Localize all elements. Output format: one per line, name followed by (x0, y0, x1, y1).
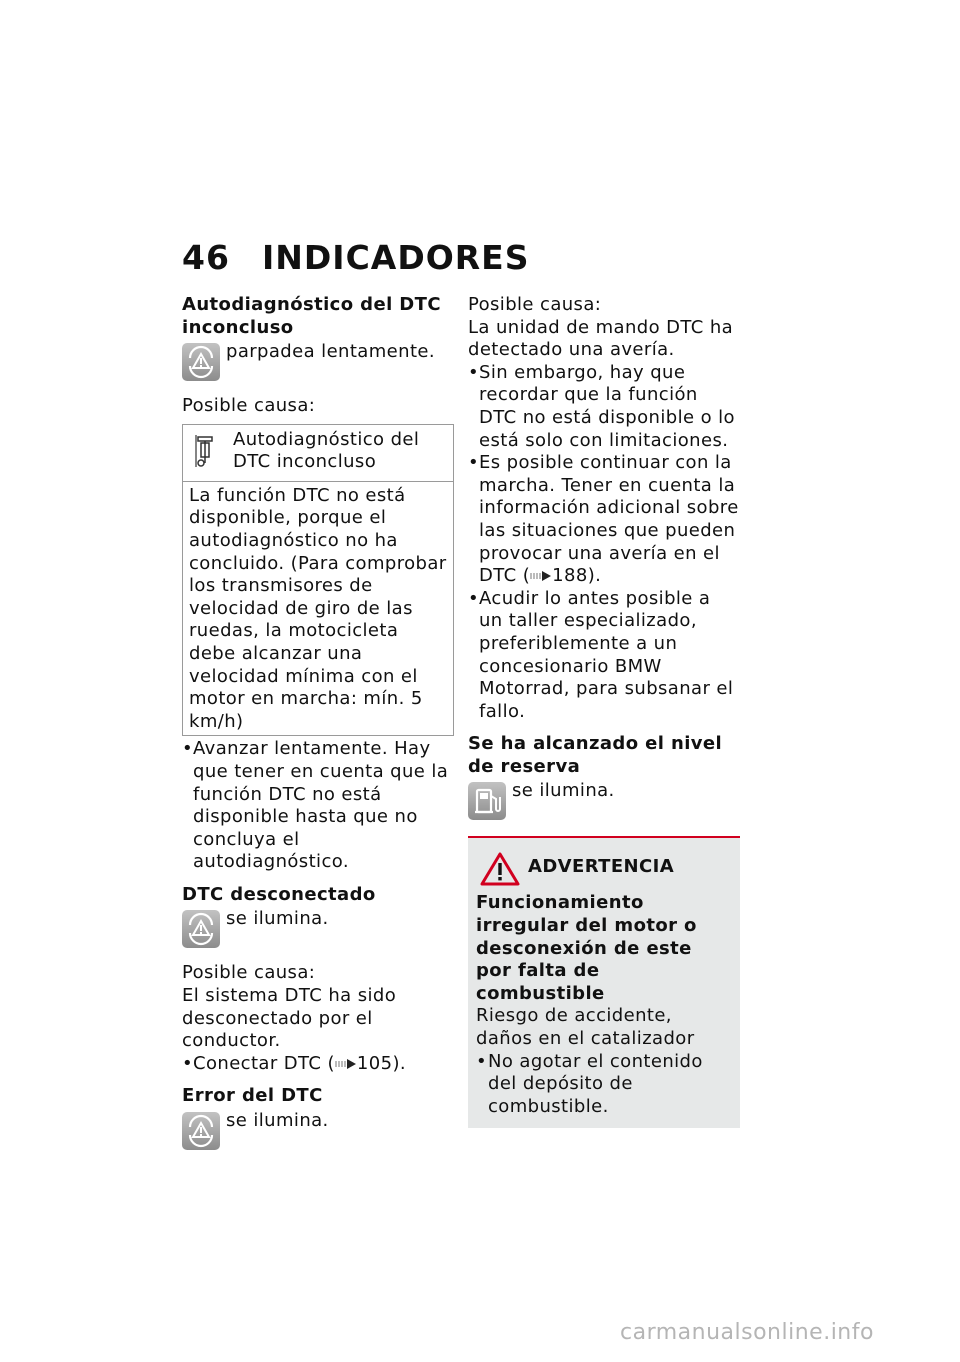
page-reference[interactable]: 105 (356, 1052, 393, 1074)
section-heading-dtc-inconclusive: Autodiagnóstico del DTC inconcluso (182, 294, 441, 338)
list-item: • Sin embargo, hay que recordar que la función DTC no está disponible o lo está solo con limitaciones. (468, 362, 740, 452)
indicator-text: se ilumina. (226, 908, 329, 930)
list-item: • No agotar el contenido del depósito de combustible. (476, 1051, 732, 1119)
cause-text: El sistema DTC ha sido desconectado por el conductor. (182, 985, 397, 1052)
watermark: carmanualsonline.info (620, 1320, 874, 1345)
list-item: • Es posible continuar con la marcha. Tener en cuenta la información adicional sobre las situaciones que pueden provocar una avería en el DTC ( 188). (468, 452, 740, 588)
indicator-row (182, 341, 454, 385)
cause-label: Posible causa: (468, 294, 602, 315)
indicator-row (182, 1110, 454, 1154)
dtc-warning-icon (182, 343, 220, 381)
indicator-text: se ilumina. (226, 1110, 329, 1132)
list-item-text: Conectar DTC ( (193, 1052, 335, 1074)
page-reference[interactable]: 188 (552, 565, 588, 587)
page-header (182, 238, 530, 277)
list-item: • Acudir lo antes posible a un taller especializado, preferiblemente a un concesionario BMW Motorrad, para subsanar el fallo. (468, 588, 740, 724)
indicator-text: se ilumina. (512, 780, 615, 802)
warning-text: Riesgo de accidente, daños en el catalizador (476, 1005, 695, 1050)
warning-subtitle: Funcionamiento irregular del motor o desconexión de este por falta de combustible (476, 892, 697, 1004)
warning-triangle-icon (480, 852, 520, 886)
section-heading-dtc-error: Error del DTC (182, 1085, 323, 1107)
cause-text: La unidad de mando DTC ha detectado una avería. (468, 316, 734, 361)
warning-panel (468, 836, 740, 1128)
info-box-header (183, 425, 453, 482)
indicator-row (182, 908, 454, 952)
cause-label: Posible causa: (182, 962, 316, 984)
warning-title: ADVERTENCIA (528, 856, 675, 878)
right-column (468, 294, 740, 1128)
page-reference-arrow-icon (530, 571, 552, 581)
fuel-pump-icon (468, 782, 506, 820)
indicator-row (468, 780, 740, 824)
section-heading-dtc-off: DTC desconectado (182, 883, 376, 905)
info-box-title: Autodiagnóstico del DTC inconcluso (233, 428, 420, 473)
list-item: • Avanzar lentamente. Hay que tener en cuenta que la función DTC no está disponible hasta que no concluya el autodiagnóstico. (182, 738, 454, 874)
wheel-speed-sensor-icon (195, 433, 217, 469)
indicator-text: parpadea lentamente. (226, 341, 436, 363)
section-heading-fuel-reserve: Se ha alcanzado el nivel de reserva (468, 733, 723, 777)
cause-label: Posible causa: (182, 395, 316, 417)
dtc-warning-icon (182, 1112, 220, 1150)
dtc-warning-icon (182, 910, 220, 948)
list-item-text: Es posible continuar con la marcha. Tener en cuenta la información adicional sobre las situaciones que pueden provocar una avería en el DTC ( (479, 452, 739, 587)
chapter-title: INDICADORES (262, 238, 530, 277)
list-item: • Conectar DTC ( 105). (182, 1053, 454, 1076)
page-reference-arrow-icon (335, 1059, 357, 1069)
info-box-body: La función DTC no está disponible, porque el autodiagnóstico no ha concluido. (Para comprobar los transmisores de velocidad de giro de las ruedas, la motocicleta debe alcanzar una velocidad mínima con el motor en marcha: mín. 5 km/h) (189, 484, 447, 732)
info-box (182, 424, 454, 737)
left-column (182, 294, 454, 1154)
page-number: 46 (182, 238, 230, 277)
warning-header (476, 848, 732, 888)
